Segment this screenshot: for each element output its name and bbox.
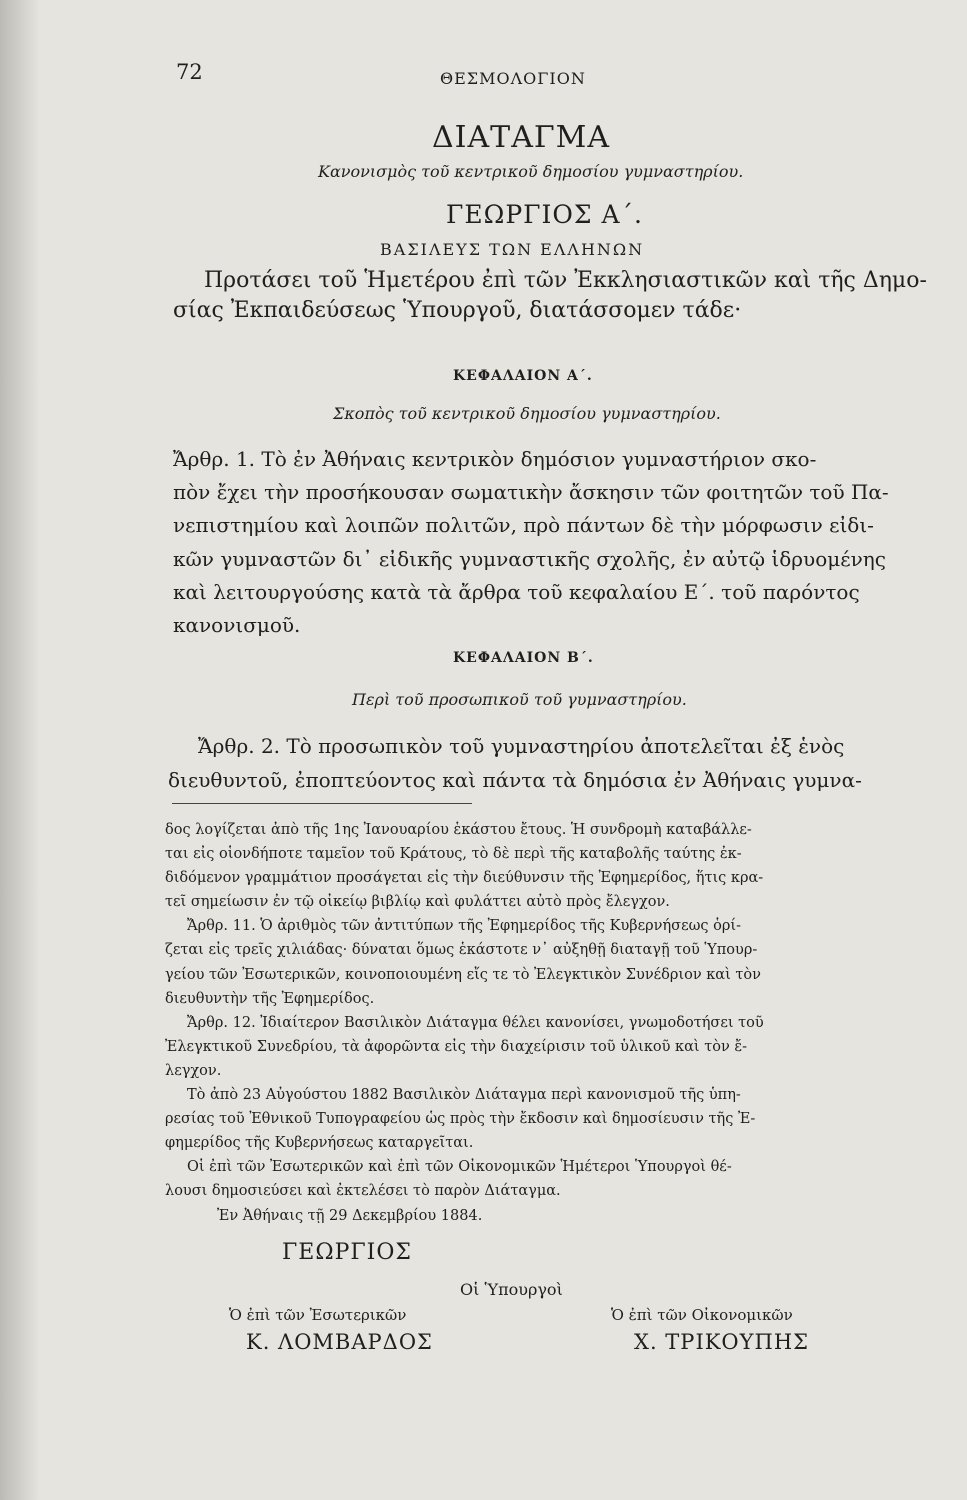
intro-line: Προτάσει τοῦ Ἡμετέρου ἐπὶ τῶν Ἐκκλησιαστικῶν καὶ τῆς Δημο- xyxy=(204,268,927,293)
decree-subtitle: Κανονισμὸς τοῦ κεντρικοῦ δημοσίου γυμναστηρίου. xyxy=(318,162,744,181)
chapter-a-subheading: Σκοπὸς τοῦ κεντρικοῦ δημοσίου γυμναστηρίου. xyxy=(333,404,721,423)
page-number: 72 xyxy=(176,60,203,84)
chapter-b-heading: ΚΕΦΑΛΑΙΟΝ Β΄. xyxy=(453,650,594,666)
article-line: καὶ λειτουργούσης κατὰ τὰ ἄρθρα τοῦ κεφαλαίου Ε΄. τοῦ παρόντος xyxy=(173,579,860,604)
footnote-line: λουσι δημοσιεύσει καὶ ἐκτελέσει τὸ παρὸν Διάταγμα. xyxy=(165,1183,561,1200)
footnote-line: διευθυντὴν τῆς Ἐφημερίδος. xyxy=(165,990,375,1007)
article-1 xyxy=(173,443,893,642)
footnote-line: γείου τῶν Ἐσωτερικῶν, κοινοποιουμένη εἴς τε τὸ Ἐλεγκτικὸν Συνέδριον καὶ τὸν xyxy=(165,966,761,983)
footnote-line: διδόμενον γραμμάτιον προσάγεται εἰς τὴν διεύθυνσιν τῆς Ἐφημερίδος, ἥτις κρα- xyxy=(165,870,764,887)
footnote-line: φημερίδος τῆς Κυβερνήσεως καταργεῖται. xyxy=(165,1135,474,1152)
footnote-line: Ἄρθρ. 11. Ὁ ἀριθμὸς τῶν ἀντιτύπων τῆς Ἐφημερίδος τῆς Κυβερνήσεως ὁρί- xyxy=(187,918,741,935)
article-line: Ἄρθρ. 1. Τὸ ἐν Ἀθήναις κεντρικὸν δημόσιον γυμναστήριον σκο- xyxy=(173,447,817,471)
chapter-a-heading: ΚΕΦΑΛΑΙΟΝ Α΄. xyxy=(453,368,593,384)
running-head: ΘΕΣΜΟΛΟΓΙΟΝ xyxy=(440,69,586,88)
intro-line: σίας Ἐκπαιδεύσεως Ὑπουργοῦ, διατάσσομεν τάδε· xyxy=(173,298,742,323)
article-line: πὸν ἔχει τὴν προσήκουσαν σωματικὴν ἄσκησιν τῶν φοιτητῶν τοῦ Πα- xyxy=(173,480,889,505)
article-line: νεπιστημίου καὶ λοιπῶν πολιτῶν, πρὸ πάντων δὲ τὴν μόρφωσιν εἰδι- xyxy=(173,513,874,538)
king-name: ΓΕΩΡΓΙΟΣ Α΄. xyxy=(446,200,643,229)
footnote-line: λεγχον. xyxy=(165,1062,222,1079)
ministers-label: Οἱ Ὑπουργοὶ xyxy=(460,1280,563,1299)
footnote-line: ται εἰς οἱονδήποτε ταμεῖον τοῦ Κράτους, τὸ δὲ περὶ τῆς καταβολῆς ταύτης ἐκ- xyxy=(165,846,742,863)
minister-finance-label: Ὁ ἐπὶ τῶν Οἰκονομικῶν xyxy=(611,1306,793,1324)
signature-king: ΓΕΩΡΓΙΟΣ xyxy=(282,1240,412,1265)
minister-interior-name: Κ. ΛΟΜΒΑΡΔΟΣ xyxy=(246,1330,433,1354)
footnote-divider xyxy=(172,803,472,804)
article-line: κῶν γυμναστῶν δι᾽ εἰδικῆς γυμναστικῆς σχολῆς, ἐν αὐτῷ ἱδρυομένης xyxy=(173,546,886,571)
decree-title: ΔΙΑΤΑΓΜΑ xyxy=(432,120,611,155)
footnote-block xyxy=(165,818,887,1228)
footnote-line: Οἱ ἐπὶ τῶν Ἐσωτερικῶν καὶ ἐπὶ τῶν Οἰκονομικῶν Ἡμέτεροι Ὑπουργοὶ θέ- xyxy=(187,1159,732,1176)
chapter-b-subheading: Περὶ τοῦ προσωπικοῦ τοῦ γυμναστηρίου. xyxy=(352,690,687,709)
footnote-line: ζεται εἰς τρεῖς χιλιάδας· δύναται ὅμως ἑκάστοτε ν᾽ αὐξηθῇ διαταγῇ τοῦ Ὑπουρ- xyxy=(165,942,758,959)
footnote-line: Ἐλεγκτικοῦ Συνεδρίου, τὰ ἀφορῶντα εἰς τὴν διαχείρισιν τοῦ ὑλικοῦ καὶ τὸν ἔ- xyxy=(165,1038,748,1055)
footnote-line: τεῖ σημείωσιν ἐν τῷ οἰκείῳ βιβλίῳ καὶ φυλάττει αὐτὸ πρὸς ἔλεγχον. xyxy=(165,894,670,911)
footnote-line: ρεσίας τοῦ Ἐθνικοῦ Τυπογραφείου ὡς πρὸς τὴν ἔκδοσιν καὶ δημοσίευσιν τῆς Ἐ- xyxy=(165,1111,756,1128)
minister-finance-name: Χ. ΤΡΙΚΟΥΠΗΣ xyxy=(634,1330,809,1354)
article-2-line: διευθυντοῦ, ἐποπτεύοντος καὶ πάντα τὰ δημόσια ἐν Ἀθήναις γυμνα- xyxy=(168,768,862,792)
footnote-line: δος λογίζεται ἀπὸ τῆς 1ης Ἰανουαρίου ἑκάστου ἔτους. Ἡ συνδρομὴ καταβάλλε- xyxy=(165,822,752,838)
article-2-line: Ἄρθρ. 2. Τὸ προσωπικὸν τοῦ γυμναστηρίου ἀποτελεῖται ἐξ ἑνὸς xyxy=(198,734,845,758)
footnote-line: Τὸ ἀπὸ 23 Αὐγούστου 1882 Βασιλικὸν Διάταγμα περὶ κανονισμοῦ τῆς ὑπη- xyxy=(187,1087,741,1104)
minister-interior-label: Ὁ ἐπὶ τῶν Ἐσωτερικῶν xyxy=(229,1306,407,1324)
footnote-line: Ἄρθρ. 12. Ἰδιαίτερον Βασιλικὸν Διάταγμα θέλει κανονίσει, γνωμοδοτήσει τοῦ xyxy=(187,1014,764,1031)
footnote-date-line: Ἐν Ἀθήναις τῇ 29 Δεκεμβρίου 1884. xyxy=(217,1207,483,1224)
king-title: ΒΑΣΙΛΕΥΣ ΤΩΝ ΕΛΛΗΝΩΝ xyxy=(380,240,645,259)
article-line: κανονισμοῦ. xyxy=(173,613,301,638)
